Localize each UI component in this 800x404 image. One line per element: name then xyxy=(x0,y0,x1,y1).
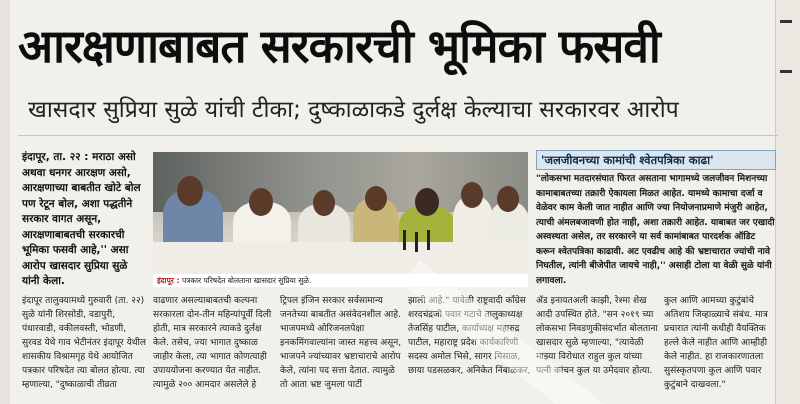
divider xyxy=(18,135,778,136)
caption-text: पत्रकार परिषदेत बोलताना खासदार सुप्रिया सुळे. xyxy=(181,276,312,285)
press-conference-photo xyxy=(153,152,528,274)
person-head xyxy=(249,188,273,216)
lead-paragraph: इंदापूर, ता. २२ : मराठा असो अथवा धनगर आरक्षण असो, आरक्षणाच्या बाबतीत खोटे बोल पण रेटून बोल, अशा पद्धतीने सरकार वागत असून, आरक्षणाबाबतची सरकारची भूमिका फसवी आहे,'' असा आरोप खासदार सुप्रिया सुळे यांनी केला. xyxy=(22,151,141,287)
person-head xyxy=(497,186,519,212)
microphone xyxy=(403,230,406,250)
right-page-edge xyxy=(775,0,800,404)
article-column-3: ट्रिपल इंजिन सरकार सर्वसामान्य जनतेच्या बाबतीत असंवेदनशील आहे. भाजपमध्ये ओरिजनलपेक्षा इनकमिंगवाल्यांना जास्त महत्त्व असून, भाजपने ज्यांच्यावर भ्रष्टाचाराचे आरोप केले, त्यांना पद सत्ता देतात. त्यामुळे तो आता भ्रष्ट जुमला पार्टी xyxy=(280,296,402,390)
person-head xyxy=(177,176,203,206)
microphone xyxy=(415,232,418,252)
table xyxy=(153,242,528,274)
edge-mark xyxy=(780,20,792,23)
edge-mark xyxy=(780,70,792,73)
article-column-5: ॲड इनायतअली काझी, रेश्मा शेख आदी उपस्थित होते. "सन २०१९ च्या लोकसभा निवडणुकीसंदर्भात बोलताना खासदार सुळे म्हणाल्या, "त्यावेळी माझ्या विरोधात राहुल कुल यांच्या पत्नी कांचन कुल या उमेदवार होत्या. xyxy=(536,296,658,376)
subheadline: खासदार सुप्रिया सुळे यांची टीका; दुष्काळाकडे दुर्लक्ष केल्याचा सरकारवर आरोप xyxy=(28,97,679,123)
photo-caption xyxy=(153,274,528,287)
person-head xyxy=(365,186,387,211)
microphone xyxy=(427,230,430,250)
article-column-6: कुल आणि आमच्या कुटुंबांचे अतिशय जिव्हाळ्याचे संबंध. मात्र प्रचारात त्यांनी कधीही वैयक्तिक हल्ले केले नाहीत आणि आम्हीही केले नाहीत. हा राजकारणातला सुसंस्कृतपणा कुल आणि पवार कुटुंबाने दाखवला." xyxy=(664,296,768,390)
person-head xyxy=(313,190,335,216)
left-page-edge xyxy=(0,0,10,404)
caption-place: इंदापूर : xyxy=(157,276,180,285)
article-column-2: वाढणार असल्याबाबतची कल्पना सरकारला दोन-तीन महिन्यांपूर्वी दिली होती, मात्र सरकारने त्याकडे दुर्लक्ष केले. तसेच, ज्या भागात दुष्काळ जाहीर केला, त्या भागात कोणत्याही उपाययोजना करण्यात येत नाहीत. त्यामुळे २०० आमदार असलेले हे xyxy=(153,296,272,390)
article-column-4: झाली आहे." यावेळी राष्ट्रवादी काँग्रेस शरदचंद्रजी पवार गटाचे तालुकाध्यक्ष तेजसिंह पाटील, कार्याध्यक्ष महारुद्र पाटील, महाराष्ट्र प्रदेश कार्यकारिणी सदस्य अमोल भिसे, सागर मिसाळ, छाया पडसळकर, अनिकेत निंबाळकर, xyxy=(408,296,531,376)
sidebar-box-title: 'जलजीवनच्या कामांची श्वेतपत्रिका काढा' xyxy=(536,150,776,170)
person-head xyxy=(415,188,439,216)
person-head xyxy=(461,182,483,208)
sidebar-box-body: "लोकसभा मतदारसंघात फिरत असताना भागामध्ये जलजीवन मिशनच्या कामाबाबतच्या तक्रारी ऐकायला मिळत आहेत. यामध्ये कामाचा दर्जा व वेळेवर काम केली जात नाहीत आणि ज्या नियोजनाप्रमाणे मंजुरी आहेत, त्याची अंमलबजावणी होत नाही, अशा तक्रारी आहेत. याबाबत जर एखादी अस्वस्थता असेल, तर सरकारने या सर्व कामांबाबत पारदर्शक ऑडिट करून श्वेतपत्रिका काढावी. अट एवढीच आहे की भ्रष्टाचारात ज्यांची नावे निघतील, त्यांनी बीजेपीत जायचे नाही,'' असाही टोला या वेळी सुळे यांनी लगावला. xyxy=(536,174,775,286)
article-column-1: इंदापूर तालुक्यामध्ये गुरुवारी (ता. २२) सुळे यांनी शिरसोडी, वडापुरी, पंधारवाडी, वकीलवस्ती, भोडणी, सुरवड येथे गाव भेटीनंतर इंदापूर येथील शासकीय विश्रामगृह येथे आयोजित पत्रकार परिषदेत त्या बोलत होत्या. त्या म्हणाल्या, "दुष्काळाची तीव्रता xyxy=(22,296,146,390)
headline: आरक्षणाबाबत सरकारची भूमिका फसवी xyxy=(18,19,660,73)
sidebar-box xyxy=(536,150,776,290)
